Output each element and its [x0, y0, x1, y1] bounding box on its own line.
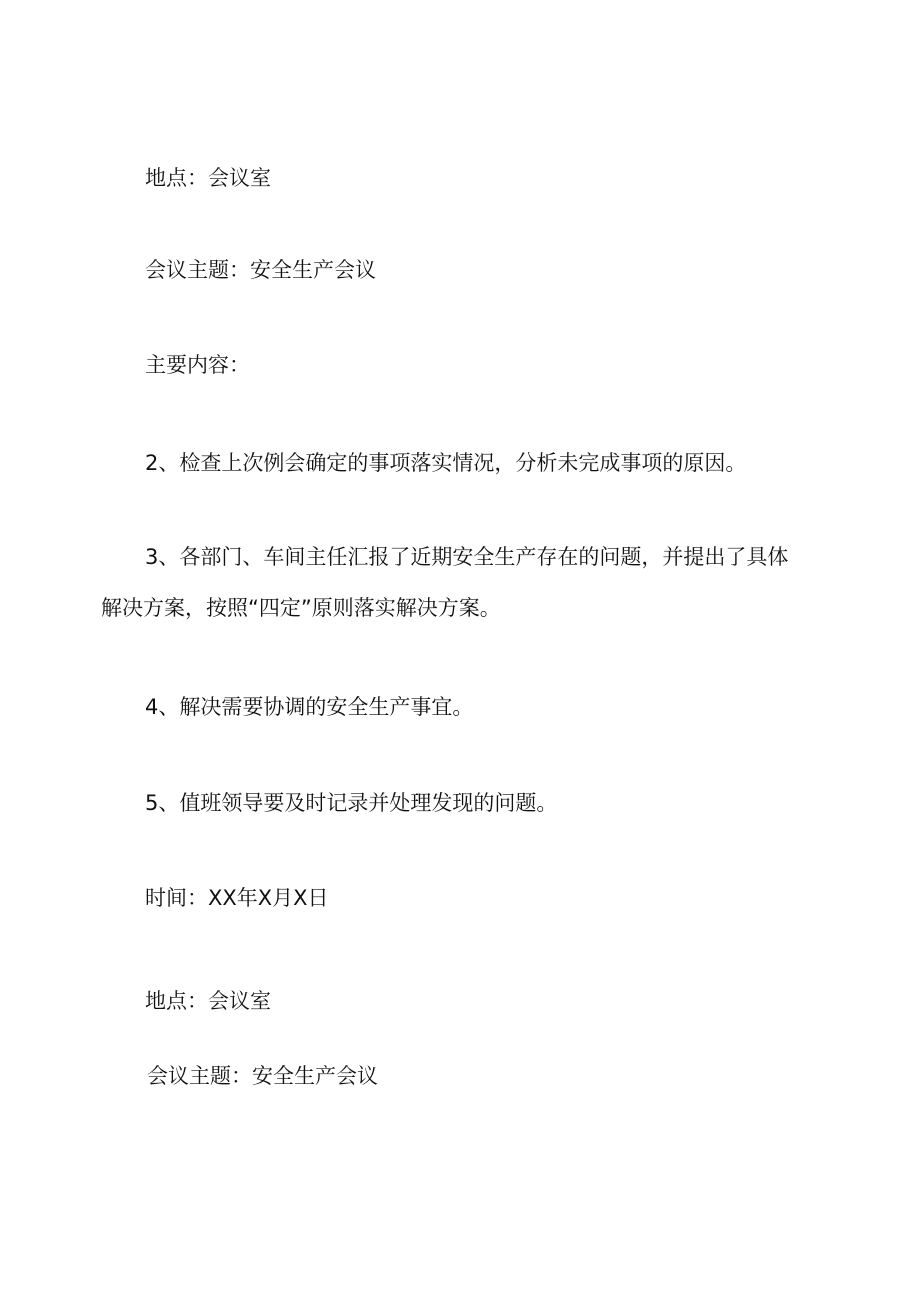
content-item-3: 3、各部门、车间主任汇报了近期安全生产存在的问题，并提出了具体: [145, 545, 789, 569]
content-item-5: 5、值班领导要及时记录并处理发现的问题。: [145, 791, 558, 815]
content-item-2: 2、检查上次例会确定的事项落实情况，分析未完成事项的原因。: [145, 451, 747, 475]
content-item-4: 4、解决需要协调的安全生产事宜。: [145, 695, 474, 719]
location-line-2: 地点：会议室: [145, 989, 271, 1013]
location-line: 地点：会议室: [145, 166, 271, 190]
main-content-heading: 主要内容：: [145, 353, 250, 377]
content-item-3-continuation: 解决方案，按照“四定”原则落实解决方案。: [101, 596, 501, 620]
meeting-topic-line-2: 会议主题：安全生产会议: [147, 1064, 378, 1088]
time-line: 时间：XX年X月X日: [145, 886, 329, 910]
meeting-topic-line: 会议主题：安全生产会议: [145, 258, 376, 282]
